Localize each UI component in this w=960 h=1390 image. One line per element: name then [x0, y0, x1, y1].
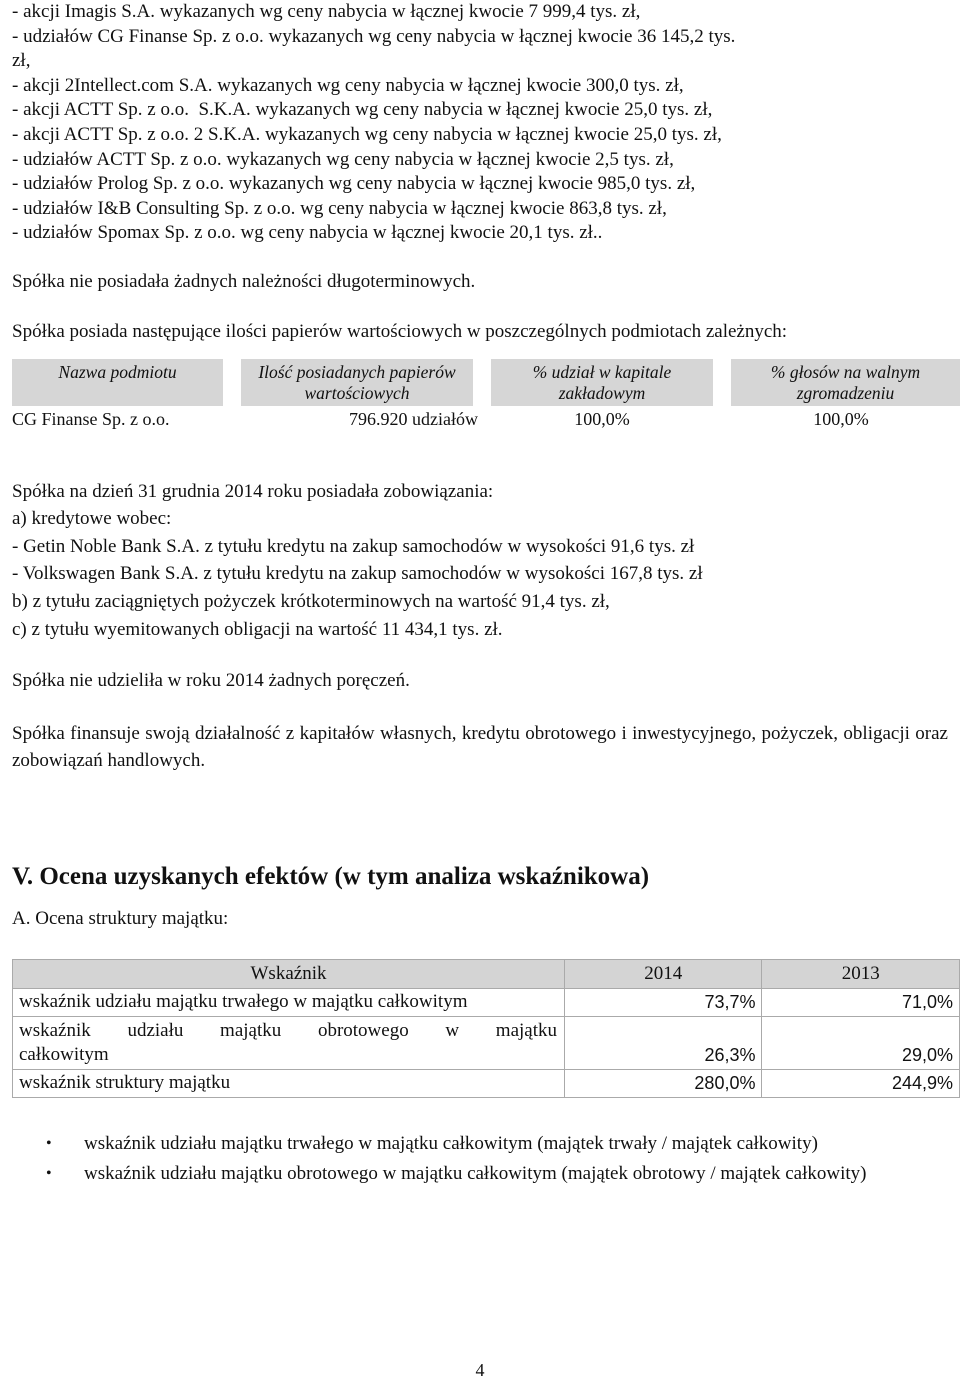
col-header-2014: 2014	[564, 960, 762, 989]
no-receivables-paragraph: Spółka nie posiadała żadnych należności długoterminowych.	[12, 270, 476, 292]
cell-ratio-name	[13, 1017, 565, 1070]
securities-table-header-row	[12, 359, 960, 406]
table-row	[13, 1017, 960, 1070]
col-header-votes-share: % głosów na walnym zgromadzeniu	[722, 359, 960, 406]
cell-capital-share: 100,0%	[574, 408, 630, 429]
holding-line: - udziałów Spomax Sp. z o.o. wg ceny nabycia w łącznej kwocie 20,1 tys. zł..	[12, 222, 603, 244]
cell-value-2014: 280,0%	[564, 1070, 762, 1098]
list-item-text: wskaźnik udziału majątku obrotowego w majątku całkowitym (majątek obrotowy / majątek całkowity)	[84, 1163, 867, 1185]
holdings-list	[12, 0, 948, 246]
col-header-entity-name: Nazwa podmiotu	[12, 359, 232, 406]
cell-ratio-name: wskaźnik udziału majątku trwałego w majątku całkowitym	[13, 989, 565, 1017]
col-header-ratio: Wskaźnik	[13, 960, 565, 989]
cell-value-2013: 71,0%	[762, 989, 960, 1017]
table-row	[12, 406, 960, 432]
holding-line: - udziałów I&B Consulting Sp. z o.o. wg ceny nabycia w łącznej kwocie 863,8 tys. zł,	[12, 197, 667, 219]
col-header-securities-count: Ilość posiadanych papierów wartościowych	[232, 359, 482, 406]
securities-intro-paragraph: Spółka posiada następujące ilości papierów wartościowych w poszczególnych podmiotach zależnych:	[12, 320, 788, 342]
ratio-table	[12, 959, 960, 1098]
securities-table	[12, 359, 960, 432]
liabilities-line: c) z tytułu wyemitowanych obligacji na wartość 11 434,1 tys. zł.	[12, 618, 503, 640]
list-item-text: wskaźnik udziału majątku trwałego w majątku całkowitym (majątek trwały / majątek całkowity)	[84, 1133, 818, 1155]
holding-line: - akcji 2Intellect.com S.A. wykazanych wg ceny nabycia w łącznej kwocie 300,0 tys. zł,	[12, 74, 684, 96]
liabilities-line: - Volkswagen Bank S.A. z tytułu kredytu na zakup samochodów w wysokości 167,8 tys. zł	[12, 563, 703, 585]
col-header-capital-share: % udział w kapitale zakładowym	[482, 359, 722, 406]
ratio-definitions-list	[12, 1130, 948, 1187]
section-title: V. Ocena uzyskanych efektów (w tym analiza wskaźnikowa)	[12, 862, 650, 890]
list-item	[12, 1160, 948, 1187]
cell-entity-name: CG Finanse Sp. z o.o.	[12, 408, 170, 429]
cell-ratio-name: wskaźnik struktury majątku	[13, 1070, 565, 1098]
cell-securities-count: 796.920 udziałów	[349, 408, 478, 429]
holding-line: - udziałów ACTT Sp. z o.o. wykazanych wg ceny nabycia w łącznej kwocie 2,5 tys. zł,	[12, 148, 674, 170]
page-number: 4	[475, 1360, 485, 1380]
holding-line: - udziałów CG Finanse Sp. z o.o. wykazanych wg ceny nabycia w łącznej kwocie 36 145,2 tys.	[12, 25, 736, 47]
cell-value-2013: 244,9%	[762, 1070, 960, 1098]
cell-votes-share: 100,0%	[813, 408, 869, 429]
financing-paragraph: Spółka finansuje swoją działalność z kapitałów własnych, kredytu obrotowego i inwestycyjnego, pożyczek, obligacji oraz zobowiązań handlowych.	[12, 722, 948, 772]
document-page	[12, 0, 953, 1190]
holding-line: - akcji ACTT Sp. z o.o. 2 S.K.A. wykazanych wg ceny nabycia w łącznej kwocie 25,0 tys. zł,	[12, 123, 722, 145]
ratio-name-line-2: całkowitym	[19, 1044, 109, 1066]
holding-line: zł,	[12, 50, 31, 72]
holding-line: - udziałów Prolog Sp. z o.o. wykazanych wg ceny nabycia w łącznej kwocie 985,0 tys. zł,	[12, 173, 696, 195]
subsection-title: A. Ocena struktury majątku:	[12, 907, 229, 929]
table-row	[13, 1070, 960, 1098]
ratio-name-line-1: wskaźnik udziału majątku obrotowego w majątku	[19, 1020, 557, 1042]
col-header-2013: 2013	[762, 960, 960, 989]
holding-line: - akcji ACTT Sp. z o.o. S.K.A. wykazanych wg ceny nabycia w łącznej kwocie 25,0 tys. zł,	[12, 99, 713, 121]
table-row	[13, 989, 960, 1017]
cell-value-2014: 26,3%	[564, 1017, 762, 1070]
cell-value-2014: 73,7%	[564, 989, 762, 1017]
holding-line: - akcji Imagis S.A. wykazanych wg ceny nabycia w łącznej kwocie 7 999,4 tys. zł,	[12, 1, 641, 22]
list-item	[12, 1130, 948, 1157]
liabilities-list	[12, 478, 948, 644]
cell-value-2013: 29,0%	[762, 1017, 960, 1070]
bullet-icon: •	[46, 1165, 52, 1183]
liabilities-line: b) z tytułu zaciągniętych pożyczek krótkoterminowych na wartość 91,4 tys. zł,	[12, 590, 610, 612]
liabilities-line: Spółka na dzień 31 grudnia 2014 roku posiadała zobowiązania:	[12, 480, 494, 502]
no-guarantees-paragraph: Spółka nie udzieliła w roku 2014 żadnych poręczeń.	[12, 670, 410, 692]
ratio-table-header-row	[13, 960, 960, 989]
liabilities-line: - Getin Noble Bank S.A. z tytułu kredytu na zakup samochodów w wysokości 91,6 tys. zł	[12, 535, 695, 557]
bullet-icon: •	[46, 1135, 52, 1153]
liabilities-line: a) kredytowe wobec:	[12, 508, 172, 530]
